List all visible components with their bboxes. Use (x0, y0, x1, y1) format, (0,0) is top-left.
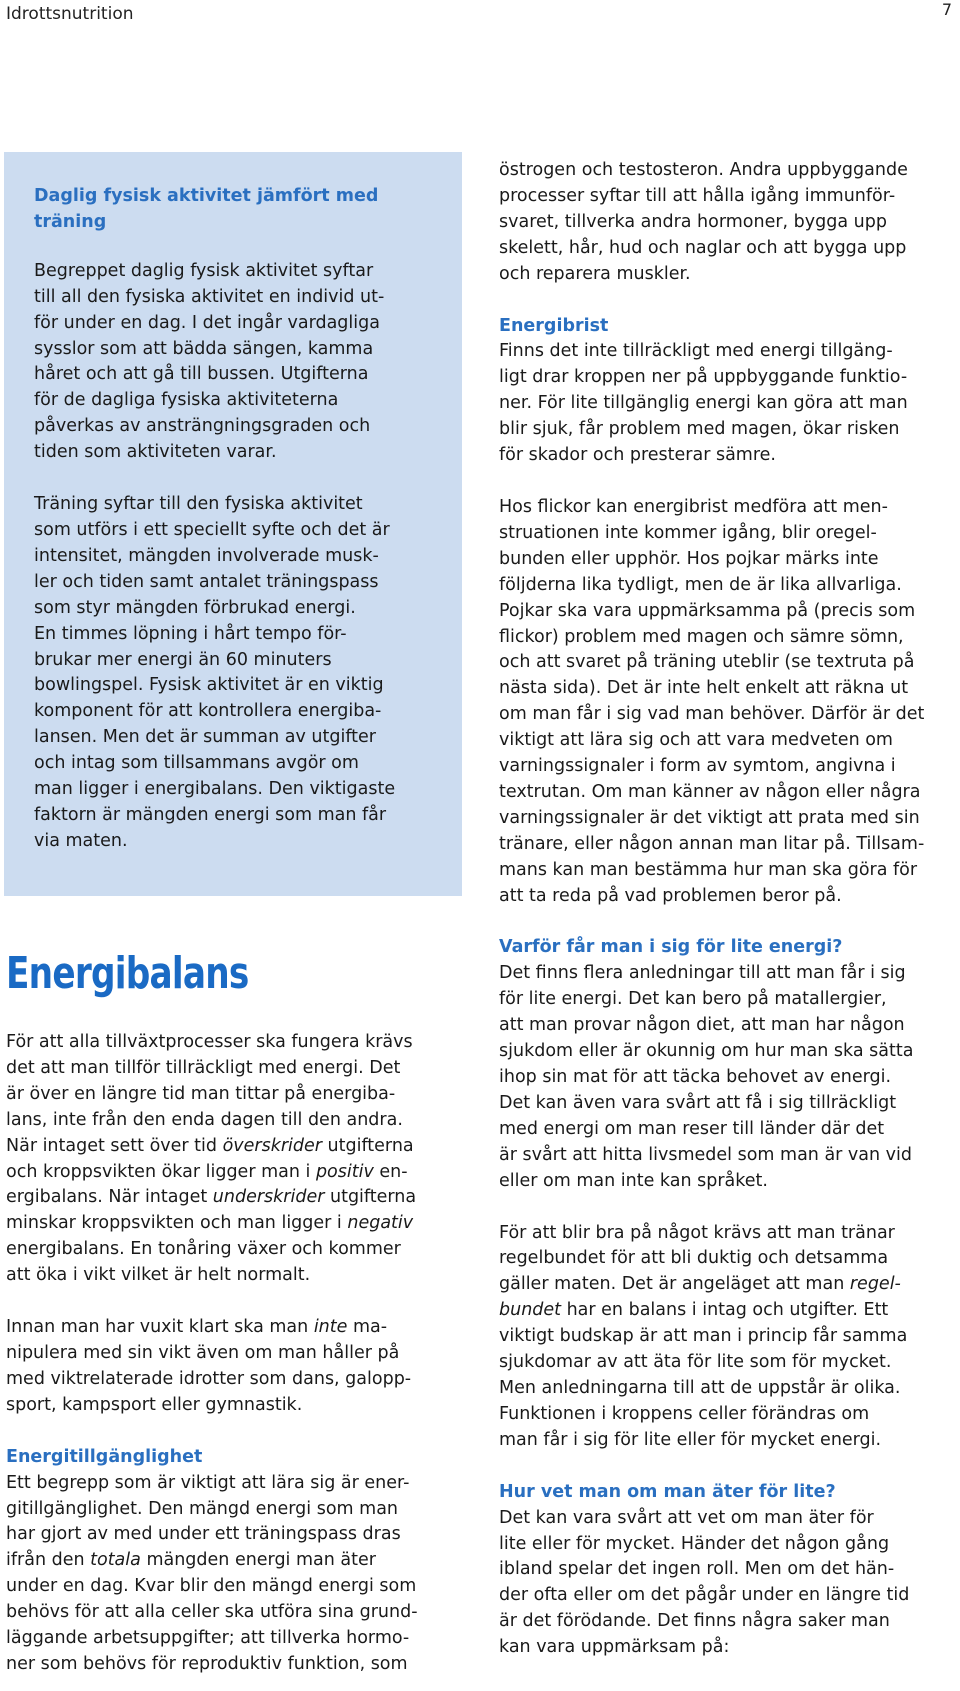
text-line: flickor) problem med magen och sämre sömn, (499, 626, 904, 647)
text-line: Pojkar ska vara uppmärksamma på (precis som (499, 600, 916, 621)
text-line: som styr mängden förbrukad energi. (34, 597, 356, 618)
text-line: ihop sin mat för att täcka behovet av energi. (499, 1067, 892, 1087)
emphasis: bundet (499, 1300, 562, 1321)
text-line: som utförs i ett speciellt syfte och det är (34, 519, 390, 540)
text-line: för de dagliga fysiska aktiviteterna (34, 390, 339, 411)
text-line: om man får i sig vad man behöver. Därför är det (499, 704, 925, 725)
emphasis: överskrider (222, 1135, 322, 1156)
text-line: komponent för att kontrollera energiba- (34, 701, 382, 722)
text-line: man ligger i energibalans. Den viktigaste (34, 779, 396, 800)
text-line: ler och tiden samt antalet träningspass (34, 571, 379, 592)
text-line: processer syftar till att hålla igång immunför- (499, 185, 896, 206)
text-line: för lite energi. Det kan bero på matallergier, (499, 989, 887, 1010)
text-line: tränare, eller någon annan man litar på. Tillsam- (499, 833, 925, 854)
emphasis: underskrider (212, 1187, 325, 1208)
text-line: kan vara uppmärksam på: (499, 1637, 730, 1658)
emphasis: inte (313, 1317, 348, 1338)
text-line: lansen. Men det är summan av utgifter (34, 727, 377, 748)
text-line: med energi om man reser till länder där det (499, 1118, 885, 1139)
emphasis: positiv (315, 1161, 374, 1182)
text-line: Träning syftar till den fysiska aktivitet (34, 494, 363, 515)
text-line: behövs för att alla celler ska utföra sina grund- (6, 1602, 418, 1623)
text-line: sysslor som att bädda sängen, kamma (34, 338, 374, 359)
text-line: och intag som tillsammans avgör om (34, 753, 359, 774)
text-line: och reparera muskler. (499, 263, 691, 284)
text-line: bunden eller upphör. Hos pojkar märks inte (499, 548, 879, 569)
section-title: Energibalans (6, 948, 249, 999)
text-line: ergibalans. När intaget underskrider utgifterna (6, 1187, 417, 1208)
text-line: under en dag. Kvar blir den mängd energi som (6, 1576, 417, 1597)
text-line: En timmes löpning i hårt tempo för- (34, 623, 347, 644)
text-line: svaret, tillverka andra hormoner, bygga upp (499, 211, 887, 232)
text-line: påverkas av ansträngningsgraden och (34, 416, 371, 437)
text-line: ibland spelar det ingen roll. Men om det hän- (499, 1559, 895, 1580)
subheading: Varför får man i sig för lite energi? (499, 937, 843, 958)
running-header: Idrottsnutrition (6, 4, 134, 24)
text-line: Funktionen i kroppens celler förändras om (499, 1403, 870, 1424)
text-line: är svårt att hitta livsmedel som man är van vid (499, 1144, 912, 1165)
text-line: sjukdomar av att äta för lite som för mycket. (499, 1352, 892, 1373)
text-line: energibalans. En tonåring växer och kommer (6, 1239, 401, 1260)
text-line: nästa sida). Det är inte helt enkelt att räkna ut (499, 678, 909, 699)
box-heading-line: Daglig fysisk aktivitet jämfört med (34, 186, 379, 206)
text-line: håret och att gå till bussen. Utgifterna (34, 364, 369, 385)
text-line: faktorn är mängden energi som man får (34, 804, 387, 825)
page-number: 7 (941, 0, 952, 19)
text-line: blir sjuk, får problem med magen, ökar risken (499, 419, 900, 440)
text-line: ifrån den totala mängden energi man äter (6, 1550, 376, 1571)
text-line: lans, inte från den enda dagen till den andra. (6, 1109, 403, 1130)
text-line: sjukdom eller är okunnig om hur man ska sätta (499, 1041, 914, 1062)
text-line: eller om man inte kan språket. (499, 1170, 768, 1191)
text-line: för under en dag. I det ingår vardagliga (34, 312, 380, 333)
text-line: gitillgänglighet. Den mängd energi som man (6, 1498, 399, 1519)
text-line: ner. För lite tillgänglig energi kan göra att man (499, 393, 908, 414)
text-line: att man provar någon diet, att man har någon (499, 1015, 905, 1036)
text-line: Det kan även vara svårt att få i sig tillräckligt (499, 1092, 897, 1113)
text-line: Men anledningarna till att de uppstår är olika. (499, 1377, 901, 1398)
text-line: nipulera med sin vikt även om man håller på (6, 1342, 400, 1363)
text-line: skelett, hår, hud och naglar och att bygga upp (499, 237, 907, 258)
text-line: man får i sig för lite eller för mycket energi. (499, 1429, 882, 1450)
text-line: brukar mer energi än 60 minuters (34, 649, 332, 670)
emphasis: regel- (849, 1274, 901, 1295)
text-line: tiden som aktiviteten varar. (34, 442, 277, 463)
text-line: ner som behövs för reproduktiv funktion, som (6, 1653, 408, 1674)
box-heading-line: träning (34, 211, 107, 232)
subheading: Energibrist (499, 315, 609, 336)
text-line: ligt drar kroppen ner på uppbyggande funktio- (499, 367, 908, 388)
text-line: att ta reda på vad problemen beror på. (499, 885, 842, 906)
text-line: för skador och presterar sämre. (499, 445, 776, 466)
text-line: der ofta eller om det pågår under en längre tid (499, 1585, 910, 1606)
text-line: sport, kampsport eller gymnastik. (6, 1394, 303, 1415)
text-line: till all den fysiska aktivitet en individ ut- (34, 286, 385, 307)
right-column (499, 158, 954, 1661)
text-line: viktigt att lära sig och att vara medveten om (499, 730, 893, 751)
text-line: Finns det inte tillräckligt med energi tillgäng- (499, 341, 893, 362)
text-line: med viktrelaterade idrotter som dans, galopp- (6, 1368, 412, 1389)
text-line: struationen inte kommer igång, blir oregel- (499, 522, 877, 543)
text-line: är det förödande. Det finns några saker man (499, 1611, 890, 1632)
subheading: Hur vet man om man äter för lite? (499, 1481, 836, 1502)
text-line: När intaget sett över tid överskrider utgifterna (6, 1135, 414, 1156)
text-line: är över en längre tid man tittar på energiba- (6, 1083, 396, 1104)
text-line: följderna lika tydligt, men de är lika allvarliga. (499, 574, 902, 595)
text-line: minskar kroppsvikten och man ligger i negativ (6, 1213, 414, 1234)
text-line: intensitet, mängden involverade musk- (34, 545, 379, 566)
emphasis: negativ (347, 1213, 414, 1234)
text-line: viktigt budskap är att man i princip får samma (499, 1326, 908, 1347)
text-line: bundet har en balans i intag och utgifter. Ett (499, 1300, 889, 1321)
text-line: varningssignaler i form av symtom, angivna i (499, 756, 896, 777)
text-line: via maten. (34, 830, 128, 851)
text-line: lite eller för mycket. Händer det någon gång (499, 1533, 890, 1554)
text-line: mans kan man bestämma hur man ska göra för (499, 859, 918, 880)
text-line: För att alla tillväxtprocesser ska fungera krävs (6, 1032, 413, 1052)
text-line: varningssignaler är det viktigt att prata med sin (499, 807, 920, 828)
text-line: det att man tillför tillräckligt med energi. Det (6, 1057, 401, 1078)
text-line: och att svaret på träning uteblir (se textruta på (499, 652, 915, 673)
text-line: regelbundet för att bli duktig och detsamma (499, 1248, 889, 1269)
text-line: har gjort av med under ett träningspass dras (6, 1524, 401, 1545)
text-line: gäller maten. Det är angeläget att man regel- (499, 1274, 901, 1295)
left-column (6, 1030, 461, 1678)
text-line: Innan man har vuxit klart ska man inte ma- (6, 1317, 388, 1338)
text-line: textrutan. Om man känner av någon eller några (499, 781, 921, 802)
info-box (4, 152, 462, 896)
text-line: Ett begrepp som är viktigt att lära sig är ener- (6, 1472, 410, 1493)
text-line: östrogen och testosteron. Andra uppbyggande (499, 160, 908, 180)
text-line: Hos flickor kan energibrist medföra att men- (499, 496, 888, 517)
text-line: läggande arbetsuppgifter; att tillverka hormo- (6, 1628, 410, 1649)
text-line: Det finns flera anledningar till att man får i sig (499, 963, 906, 984)
text-line: Begreppet daglig fysisk aktivitet syftar (34, 260, 374, 281)
text-line: För att blir bra på något krävs att man tränar (499, 1222, 895, 1243)
text-line: Det kan vara svårt att vet om man äter för (499, 1507, 874, 1528)
text-line: bowlingspel. Fysisk aktivitet är en viktig (34, 675, 384, 696)
text-line: att öka i vikt vilket är helt normalt. (6, 1265, 311, 1286)
text-line: och kroppsvikten ökar ligger man i positiv en- (6, 1161, 408, 1182)
subheading: Energitillgänglighet (6, 1446, 203, 1467)
emphasis: totala (90, 1550, 141, 1571)
